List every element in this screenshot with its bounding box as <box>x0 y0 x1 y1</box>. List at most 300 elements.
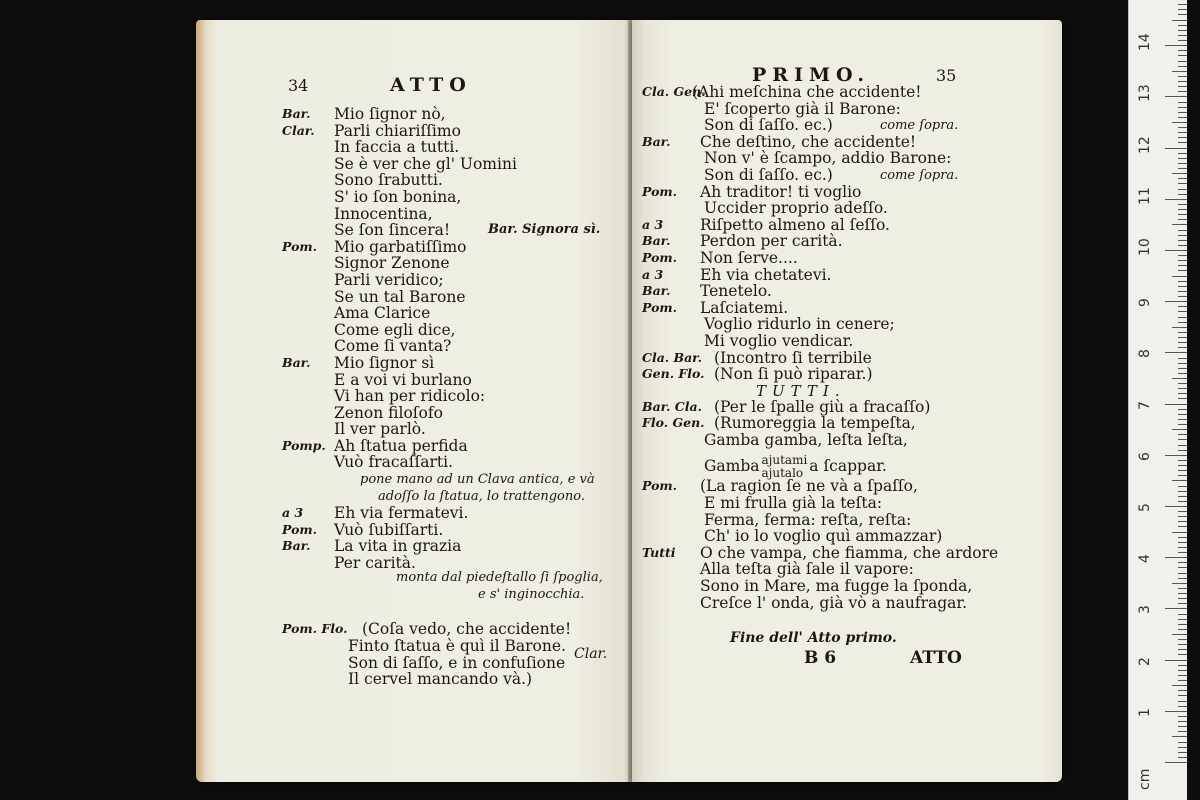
ruler-tick <box>1178 470 1187 471</box>
text-line <box>282 322 622 339</box>
text-line <box>282 156 622 173</box>
verse-text: Finto ſtatua è quì il Barone. <box>348 637 566 656</box>
speaker-label: a 3 <box>282 505 304 521</box>
ruler-tick <box>1172 532 1187 533</box>
left-running-head: ATTO <box>390 74 472 96</box>
ruler-tick <box>1178 588 1187 589</box>
text-line <box>282 239 622 256</box>
text-line <box>282 289 622 306</box>
ruler-tick <box>1178 726 1187 727</box>
ruler-tick <box>1178 347 1187 348</box>
ruler-number: 14 <box>1137 33 1153 52</box>
text-line <box>282 305 622 322</box>
ruler-number: 6 <box>1137 451 1153 461</box>
verse-text: Il ver parlò. <box>334 420 426 439</box>
ruler-tick <box>1178 245 1187 246</box>
text-line <box>282 355 622 372</box>
text-line <box>282 505 622 522</box>
ruler-tick <box>1178 475 1187 476</box>
text-line <box>282 338 622 355</box>
ruler-tick <box>1178 393 1187 394</box>
ruler-tick <box>1178 706 1187 707</box>
speaker-label: Pom. <box>642 478 677 494</box>
verse-text: Vuò fracaſſarti. <box>334 453 453 472</box>
ruler-tick <box>1178 562 1187 563</box>
ruler-tick <box>1178 158 1187 159</box>
right-text-block <box>642 84 1052 611</box>
ruler-tick <box>1178 9 1187 10</box>
ruler-tick <box>1178 716 1187 717</box>
verse-text: Ah traditor! ti voglio <box>700 182 862 201</box>
ruler-tick <box>1178 286 1187 287</box>
ruler-tick <box>1178 511 1187 512</box>
signature-mark: B 6 <box>804 648 837 668</box>
ruler-tick <box>1178 363 1187 364</box>
text-line <box>642 167 1052 184</box>
text-line <box>642 366 1052 383</box>
text-line <box>282 172 622 189</box>
text-line <box>642 399 1052 416</box>
ruler-tick <box>1178 578 1187 579</box>
left-page-number: 34 <box>288 76 309 95</box>
stage-direction-clava-1: pone mano ad un Clava antica, e và <box>360 472 595 487</box>
text-line <box>642 150 1052 167</box>
speaker-label: a 3 <box>642 216 664 232</box>
ruler-tick <box>1172 122 1187 123</box>
speaker-label: a 3 <box>642 266 664 282</box>
text-line <box>282 421 622 438</box>
stage-direction-monta-2: e s' inginocchia. <box>478 587 585 602</box>
ruler-number: 2 <box>1137 656 1153 666</box>
speaker-label: Pom. <box>642 299 677 315</box>
ruler-tick <box>1165 96 1187 97</box>
verse-text: (Per le ſpalle giù a fracaſſo) <box>714 397 931 416</box>
ruler-unit: cm <box>1137 768 1153 790</box>
verse-text: Mio ſignor sì <box>334 353 435 372</box>
verse-text: Se ſon ſincera! <box>334 221 451 240</box>
ruler-tick <box>1178 260 1187 261</box>
verse-text: Mio ſignor nò, <box>334 105 446 123</box>
verse-text: Ama Clarice <box>334 304 431 323</box>
ruler-tick <box>1178 649 1187 650</box>
ruler-tick <box>1178 296 1187 297</box>
speaker-label: Clar. <box>282 122 315 138</box>
ruler-number: 11 <box>1137 186 1153 205</box>
ruler-tick <box>1165 301 1187 302</box>
text-line <box>642 300 1052 317</box>
speaker-label: Pom. <box>282 238 317 254</box>
ruler-tick <box>1178 516 1187 517</box>
come-sopra-2: come ſopra. <box>880 168 959 183</box>
text-line <box>642 283 1052 300</box>
verse-text: S' io ſon bonina, <box>334 187 462 206</box>
verse-text: Il cervel mancando và.) <box>348 670 533 689</box>
ruler-tick <box>1178 91 1187 92</box>
ruler-tick <box>1178 409 1187 410</box>
verse-text: (Incontro ſi terribile <box>714 348 872 367</box>
verse-text: Son di ſaſſo. ec.) <box>704 165 833 184</box>
speaker-label: Bar. <box>642 233 671 249</box>
text-line <box>642 561 1052 578</box>
ruler-tick <box>1178 337 1187 338</box>
ruler-tick <box>1178 501 1187 502</box>
ruler-tick <box>1178 142 1187 143</box>
verse-text: Alla teſta già ſale il vapore: <box>700 560 914 579</box>
ruler-tick <box>1178 50 1187 51</box>
ruler-tick <box>1178 460 1187 461</box>
verse-text: Eh via chetatevi. <box>700 265 832 284</box>
ruler-tick <box>1178 265 1187 266</box>
ruler-number: 4 <box>1137 554 1153 564</box>
verse-text: Eh via fermatevi. <box>334 504 469 523</box>
verse-text: (Ahi meſchina che accidente! <box>692 83 922 101</box>
ruler-tick <box>1178 306 1187 307</box>
verse-text: Laſciatemi. <box>700 298 789 317</box>
ruler-tick <box>1178 66 1187 67</box>
ruler-tick <box>1178 311 1187 312</box>
ruler-tick <box>1178 639 1187 640</box>
ruler-tick <box>1178 491 1187 492</box>
ruler-tick <box>1172 276 1187 277</box>
ruler-tick <box>1178 25 1187 26</box>
verse-text: Come ſi vanta? <box>334 337 452 356</box>
ruler-tick <box>1178 61 1187 62</box>
ruler-number: 12 <box>1137 135 1153 154</box>
ruler-tick <box>1178 137 1187 138</box>
text-line <box>642 316 1052 333</box>
ruler-tick <box>1178 194 1187 195</box>
ruler-tick <box>1178 695 1187 696</box>
ruler-tick <box>1172 327 1187 328</box>
ruler-tick <box>1178 665 1187 666</box>
ruler-number: 3 <box>1137 605 1153 615</box>
right-running-head: PRIMO. <box>752 64 871 86</box>
speaker-label: Tutti <box>642 544 676 560</box>
verse-text: Mi voglio vendicar. <box>704 331 854 350</box>
ruler-tick <box>1178 603 1187 604</box>
verse-text: In faccia a tutti. <box>334 138 460 157</box>
speaker-label: Bar. Cla. <box>642 398 702 414</box>
ruler-tick <box>1178 383 1187 384</box>
ruler-tick <box>1165 711 1187 712</box>
ruler-tick <box>1178 270 1187 271</box>
text-line <box>282 272 622 289</box>
ruler-tick <box>1178 414 1187 415</box>
ruler-tick <box>1165 608 1187 609</box>
ruler-tick <box>1178 163 1187 164</box>
text-line <box>642 478 1052 495</box>
ruler-tick <box>1172 685 1187 686</box>
ruler-tick <box>1165 199 1187 200</box>
verse-text: Zenon filoſofo <box>334 403 443 422</box>
text-line <box>642 350 1052 367</box>
ruler-tick <box>1178 552 1187 553</box>
speaker-label: Pom. <box>642 183 677 199</box>
verse-text: Non ſerve.... <box>700 248 798 267</box>
speaker-label: Bar. <box>282 538 311 554</box>
verse-text: Signor Zenone <box>334 254 450 273</box>
left-page <box>196 20 630 782</box>
verse-text: Son di ſaſſo, e in confuſione <box>348 653 566 672</box>
tutti-heading: TUTTI. <box>756 382 846 400</box>
verse-text: Ah ſtatua perfida <box>334 436 468 455</box>
ruler-tick <box>1178 680 1187 681</box>
verse-text: Non v' è ſcampo, addio Barone: <box>704 149 952 168</box>
verse-text: (Coſa vedo, che accidente! <box>362 620 572 639</box>
ruler-tick <box>1178 368 1187 369</box>
aside-bar-signora: Bar. Signora sì. <box>488 222 601 237</box>
verse-text: Come egli dice, <box>334 320 456 339</box>
ruler-tick <box>1165 352 1187 353</box>
text-line <box>642 250 1052 267</box>
text-line <box>642 528 1052 545</box>
verse-text: (Rumoreggia la tempeſta, <box>714 414 916 433</box>
ruler-number: 13 <box>1137 84 1153 103</box>
ruler-tick <box>1178 107 1187 108</box>
verse-text: (Non ſi può riparar.) <box>714 365 873 384</box>
text-line <box>282 388 622 405</box>
ruler-tick <box>1178 547 1187 548</box>
verse-text: La vita in grazia <box>334 537 462 556</box>
text-line <box>642 101 1052 118</box>
text-line <box>642 495 1052 512</box>
ruler-tick <box>1178 317 1187 318</box>
ruler-tick <box>1178 573 1187 574</box>
verse-text: Perdon per carità. <box>700 232 843 251</box>
verse-text: Se un tal Barone <box>334 287 466 306</box>
ruler-tick <box>1178 542 1187 543</box>
speaker-label: Flo. Gen. <box>642 415 705 431</box>
come-sopra-1: come ſopra. <box>880 118 959 133</box>
ruler-tick <box>1178 117 1187 118</box>
text-line <box>282 123 622 140</box>
ruler-tick <box>1178 322 1187 323</box>
text-line <box>282 206 622 223</box>
ruler-tick <box>1178 76 1187 77</box>
ruler-number: 1 <box>1137 707 1153 717</box>
ruler-tick <box>1178 675 1187 676</box>
ruler-tick <box>1178 731 1187 732</box>
ruler-tick <box>1178 168 1187 169</box>
ruler-tick <box>1178 112 1187 113</box>
speaker-label: Bar. <box>282 354 311 370</box>
verse-text: O che vampa, che fiamma, che ardore <box>700 543 999 562</box>
right-page-number: 35 <box>936 66 957 85</box>
verse-text: Vuò ſubiſſarti. <box>334 520 444 539</box>
text-line <box>642 595 1052 612</box>
speaker-label: Cla. Bar. <box>642 349 702 365</box>
ruler-tick <box>1165 250 1187 251</box>
ruler-tick <box>1172 20 1187 21</box>
ruler-tick <box>1178 291 1187 292</box>
ruler-tick <box>1178 30 1187 31</box>
speaker-label: Pom. <box>642 249 677 265</box>
measurement-ruler <box>1128 0 1187 800</box>
ruler-tick <box>1178 14 1187 15</box>
ruler-tick <box>1178 388 1187 389</box>
text-line <box>642 184 1052 201</box>
ruler-tick <box>1172 224 1187 225</box>
ruler-tick <box>1178 81 1187 82</box>
verse-text: Innocentina, <box>334 204 433 223</box>
verse-text: E' ſcoperto già il Barone: <box>704 99 901 118</box>
ruler-tick <box>1178 593 1187 594</box>
ruler-tick <box>1178 465 1187 466</box>
ruler-tick <box>1178 624 1187 625</box>
text-line <box>642 545 1052 562</box>
ruler-tick <box>1178 654 1187 655</box>
text-line <box>282 638 622 655</box>
ruler-tick <box>1178 342 1187 343</box>
ruler-number: 7 <box>1137 400 1153 410</box>
verse-text: E mi frulla già la teſta: <box>704 494 883 513</box>
ruler-tick <box>1178 701 1187 702</box>
ruler-tick <box>1172 736 1187 737</box>
ruler-tick <box>1178 742 1187 743</box>
ruler-tick <box>1165 762 1187 763</box>
ruler-tick <box>1178 209 1187 210</box>
ruler-tick <box>1178 757 1187 758</box>
text-line <box>282 189 622 206</box>
ruler-tick <box>1165 45 1187 46</box>
text-line <box>642 432 1052 449</box>
stage-direction-monta-1: monta dal piedeſtallo ſi ſpoglia, <box>396 570 603 585</box>
ruler-tick <box>1178 486 1187 487</box>
ruler-tick <box>1178 521 1187 522</box>
ruler-tick <box>1178 747 1187 748</box>
speaker-label: Gen. Flo. <box>642 366 705 382</box>
text-line <box>642 415 1052 432</box>
text-line <box>642 117 1052 134</box>
ruler-tick <box>1178 629 1187 630</box>
text-line <box>282 522 622 539</box>
ruler-tick <box>1178 178 1187 179</box>
ruler-tick <box>1178 255 1187 256</box>
text-line <box>282 139 622 156</box>
verse-text: Voglio ridurlo in cenere; <box>704 315 895 334</box>
ruler-tick <box>1178 4 1187 5</box>
ruler-tick <box>1178 281 1187 282</box>
verse-text: Ferma, ferma: reſta, reſta: <box>704 510 912 529</box>
ruler-tick <box>1178 153 1187 154</box>
ruler-tick <box>1172 480 1187 481</box>
ruler-tick <box>1178 424 1187 425</box>
ruler-tick <box>1178 127 1187 128</box>
ruler-tick <box>1178 373 1187 374</box>
ruler-tick <box>1178 567 1187 568</box>
ruler-tick <box>1178 614 1187 615</box>
ruler-number: 8 <box>1137 349 1153 359</box>
verse-text: Uccider proprio adeſſo. <box>704 199 888 218</box>
ruler-tick <box>1178 644 1187 645</box>
verse-text: Gamba gamba, leſta leſta, <box>704 430 908 449</box>
ruler-tick <box>1165 148 1187 149</box>
ruler-tick <box>1178 230 1187 231</box>
text-line <box>642 84 1052 101</box>
ruler-tick <box>1172 583 1187 584</box>
ruler-tick <box>1178 450 1187 451</box>
fine-atto: Fine dell' Atto primo. <box>730 630 897 646</box>
text-line <box>642 217 1052 234</box>
ruler-tick <box>1178 434 1187 435</box>
text-line <box>282 621 622 638</box>
ruler-tick <box>1178 439 1187 440</box>
right-page <box>632 20 1062 782</box>
text-line <box>642 200 1052 217</box>
text-line <box>282 655 622 672</box>
ruler-tick <box>1172 378 1187 379</box>
ruler-tick <box>1178 214 1187 215</box>
ruler-tick <box>1178 598 1187 599</box>
ruler-tick <box>1178 537 1187 538</box>
ruler-tick <box>1172 71 1187 72</box>
ruler-tick <box>1165 557 1187 558</box>
ruler-tick <box>1172 634 1187 635</box>
ruler-tick <box>1178 240 1187 241</box>
ruler-tick <box>1178 419 1187 420</box>
ruler-tick <box>1178 183 1187 184</box>
left-catchword: Clar. <box>574 646 608 662</box>
ruler-tick <box>1178 55 1187 56</box>
text-line <box>642 134 1052 151</box>
verse-text: Parli chiariſſimo <box>334 121 461 140</box>
verse-text: Creſce l' onda, già vò a naufragar. <box>700 593 968 612</box>
verse-text: Vi han per ridicolo: <box>334 387 486 406</box>
text-line <box>642 267 1052 284</box>
verse-text: Son di ſaſſo. ec.) <box>704 116 833 135</box>
speaker-label: Cla. Gen. <box>642 84 706 99</box>
verse-text: Per carità. <box>334 553 416 572</box>
ruler-tick <box>1178 219 1187 220</box>
verse-text: Ch' io lo voglio quì ammazzar) <box>704 527 943 546</box>
text-line <box>282 555 622 572</box>
text-line <box>282 454 622 471</box>
text-line <box>282 405 622 422</box>
ruler-tick <box>1178 398 1187 399</box>
stage-direction-clava-2: adoſſo la ſtatua, lo trattengono. <box>378 489 585 504</box>
speaker-label: Pom. <box>282 521 317 537</box>
ruler-tick <box>1178 445 1187 446</box>
ruler-tick <box>1178 204 1187 205</box>
ruler-tick <box>1178 496 1187 497</box>
text-line <box>642 578 1052 595</box>
ruler-tick <box>1178 189 1187 190</box>
verse-text: Che deſtino, che accidente! <box>700 132 917 151</box>
verse-text: Se è ver che gl' Uomini <box>334 154 517 173</box>
ruler-tick <box>1178 752 1187 753</box>
text-line <box>642 333 1052 350</box>
text-line <box>642 512 1052 529</box>
verse-text: (La ragion ſe ne và a ſpaſſo, <box>700 477 918 496</box>
verse-text: Sono ſrabutti. <box>334 171 443 190</box>
ruler-tick <box>1178 332 1187 333</box>
verse-text: Sono in Mare, ma fugge la ſponda, <box>700 577 973 596</box>
text-line <box>282 106 622 123</box>
verse-text: Parli veridico; <box>334 270 444 289</box>
text-line <box>282 538 622 555</box>
ruler-tick <box>1178 40 1187 41</box>
ruler-number: 9 <box>1137 298 1153 308</box>
verse-text: Mio garbatiſſimo <box>334 237 467 256</box>
text-line <box>282 372 622 389</box>
text-line <box>282 438 622 455</box>
open-book <box>196 20 1062 782</box>
ruler-tick <box>1165 404 1187 405</box>
ruler-tick <box>1178 102 1187 103</box>
ruler-tick <box>1178 86 1187 87</box>
text-line <box>642 233 1052 250</box>
ruler-tick <box>1178 35 1187 36</box>
